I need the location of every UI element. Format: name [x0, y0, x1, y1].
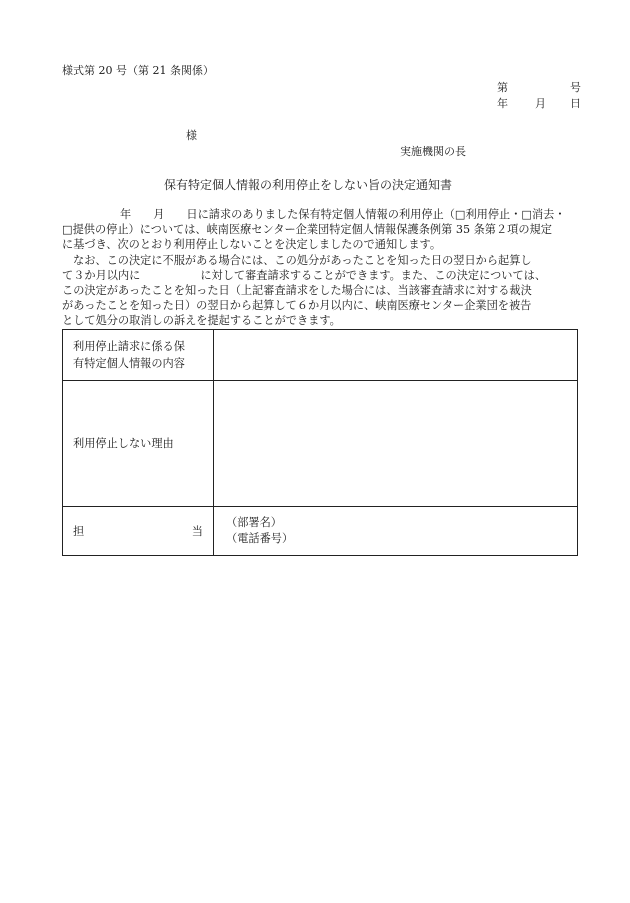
content-value — [214, 330, 578, 381]
department-name: （部署名） — [226, 516, 282, 529]
contact-label-left: 担 — [73, 524, 85, 538]
contact-label-right: 当 — [191, 524, 203, 538]
date-month: 月 — [535, 97, 546, 110]
body-line: に基づき、次のとおり利用停止しないことを決定しましたので通知します。 — [62, 238, 442, 252]
body-year: 年 — [120, 208, 132, 221]
contact-label — [63, 507, 214, 556]
body-month: 月 — [153, 208, 165, 221]
content-label — [63, 330, 214, 381]
body-line: □提供の停止）については、峡南医療センター企業団特定個人情報保護条例第 35 条第２項の規定 — [62, 223, 552, 237]
body-line — [62, 207, 581, 222]
reason-label: 利用停止しない理由 — [63, 381, 214, 507]
document-title: 保有特定個人情報の利用停止をしない旨の決定通知書 — [164, 178, 453, 192]
body-line2-b: に対して審査請求することができます。また、この決定については、 — [200, 268, 547, 282]
form-number: 様式第 20 号（第 21 条関係） — [62, 64, 214, 77]
body-line2-a: て３か月以内に — [62, 268, 141, 282]
body-line: この決定があったことを知った日（上記審査請求をした場合には、当該審査請求に対する裁決 — [62, 283, 532, 297]
content-label-line2: 有特定個人情報の内容 — [73, 357, 185, 370]
decision-table — [62, 329, 578, 556]
date-day: 日 — [570, 97, 581, 110]
doc-number-suffix: 号 — [570, 81, 581, 94]
issuer: 実施機関の長 — [400, 145, 466, 158]
table-row — [63, 507, 578, 556]
body-line: なお、この決定に不服がある場合には、この処分があったことを知った日の翌日から起算し — [73, 253, 532, 267]
phone-number: （電話番号） — [226, 532, 294, 545]
reason-value — [214, 381, 578, 507]
body-line: として処分の取消しの訴えを提起することができます。 — [62, 314, 341, 328]
addressee-suffix: 様 — [186, 129, 197, 142]
table-row — [63, 381, 578, 507]
doc-number-prefix: 第 — [497, 81, 508, 94]
body-line: があったことを知った日）の翌日から起算して６か月以内に、峡南医療センター企業団を被告 — [62, 299, 532, 313]
body-line — [62, 268, 581, 283]
contact-value — [214, 507, 578, 556]
body-text — [62, 207, 581, 329]
body-line1-rest: 日に請求のありました保有特定個人情報の利用停止（□利用停止・□消去・ — [186, 208, 566, 221]
table-row — [63, 330, 578, 381]
content-label-line1: 利用停止請求に係る保 — [73, 340, 185, 353]
date-year: 年 — [497, 97, 508, 110]
